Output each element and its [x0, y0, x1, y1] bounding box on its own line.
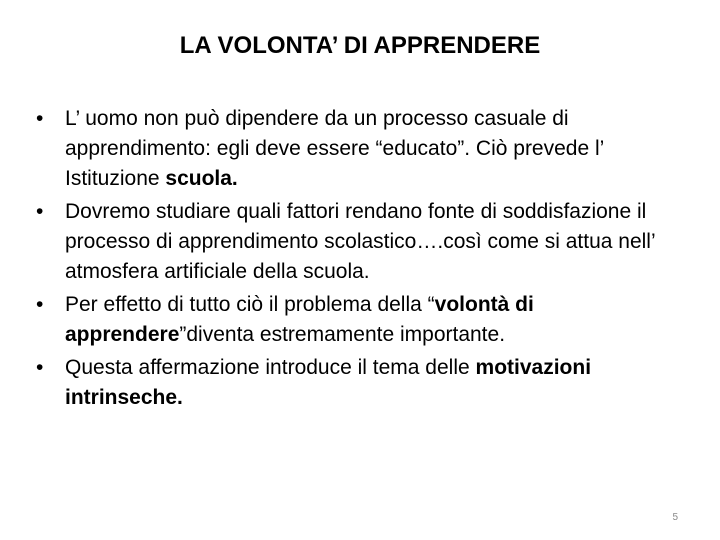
bullet-text-bold: volontà di apprendere	[65, 293, 534, 346]
slide-title: LA VOLONTA’ DI APPRENDERE	[179, 32, 541, 59]
bullet-marker: •	[36, 293, 44, 316]
bullet-text: Dovremo studiare quali fattori rendano fonte di soddisfazione il processo di apprendimento scolastico….così come si attua nell’ atmosfera artificiale della scuola.	[65, 200, 655, 283]
bullet-marker: •	[36, 200, 44, 223]
bullet-text-bold: motivazioni intrinseche.	[65, 356, 592, 409]
bullet-list	[36, 104, 686, 416]
bullet-text-bold: scuola.	[165, 167, 238, 190]
page-number: 5	[672, 512, 678, 523]
bullet-item	[36, 290, 686, 350]
bullet-text: L’ uomo non può dipendere da un processo casuale di apprendimento: egli deve essere “educato”. Ciò prevede l’ Istituzione	[65, 107, 604, 190]
bullet-text: ”diventa estremamente importante.	[179, 323, 506, 346]
bullet-item	[36, 104, 686, 194]
bullet-marker: •	[36, 356, 44, 379]
bullet-item	[36, 197, 686, 287]
bullet-item	[36, 353, 686, 413]
bullet-text: Per effetto di tutto ciò il problema della “	[65, 293, 435, 316]
bullet-marker: •	[36, 107, 44, 130]
bullet-text: Questa affermazione introduce il tema delle	[65, 356, 476, 379]
